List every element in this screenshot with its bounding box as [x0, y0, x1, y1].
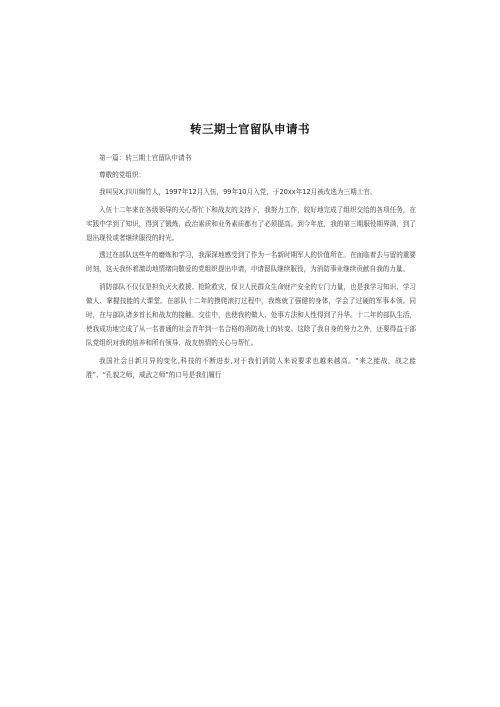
paragraph: 消防部队不仅仅是担负灭火救援、抢险救灾，保卫人民群众生命财产安全的专门力量，也是我学习知识、学习做人、掌握技能的大课堂。在部队十二年的摸爬滚打过程中，我炼就了强健的身体，学会了过硬的军事本领。同时，在与部队诸多首长和战友的接触、交往中，也使我的做人、处事方法和人性得到了升华。十二年的部队生活，使我成功地完成了从一名普通的社会青年到一名合格的消防战士的转变。这除了我自身的努力之外，还要得益于部队党组织对我的培养和所有领导、战友热情的关心与帮忙。: [86, 282, 416, 348]
document-body: [86, 151, 416, 385]
paragraph-salutation: 尊敬的党组织：: [99, 171, 146, 180]
paragraph: 透过在部队这些年的磨炼和学习，我深深地感受到了作为一名新时期军人的价值所在。在面临着去与留的重要时刻，这天我怀着激动地情绪向敬爱的党组织提出申请，申请留队继续服役，为消防事业继续贡献自我的力量。: [86, 251, 416, 274]
paragraph-introduction: 我叫吴X,四川绵竹人，1997年12月入伍，99年10月入党，于20xx年12月被改选为三期士官。: [99, 188, 377, 197]
paragraph-heading: 第一篇：转三期士官留队申请书: [99, 154, 192, 162]
paragraph: 我国社会日新月异的变化,科技的不断进步,对于我们消防人来说要求也越来越高。“来之能战，战之能胜”、“孔貌之师，威武之师”的口号是我们履行: [86, 356, 416, 379]
paragraph: 入伍十二年来在各级领导的关心帮忙下和战友的支持下，我努力工作，较好地完成了组织交给的各项任务，在实践中学到了知识，得到了锻炼，政治素质和业务素质都有了必须提高。到今年底，我的第三期服役期界满，到了退出现役或者继续服役的时光。: [86, 205, 416, 243]
document-title: 转三期士官留队申请书: [190, 122, 310, 136]
